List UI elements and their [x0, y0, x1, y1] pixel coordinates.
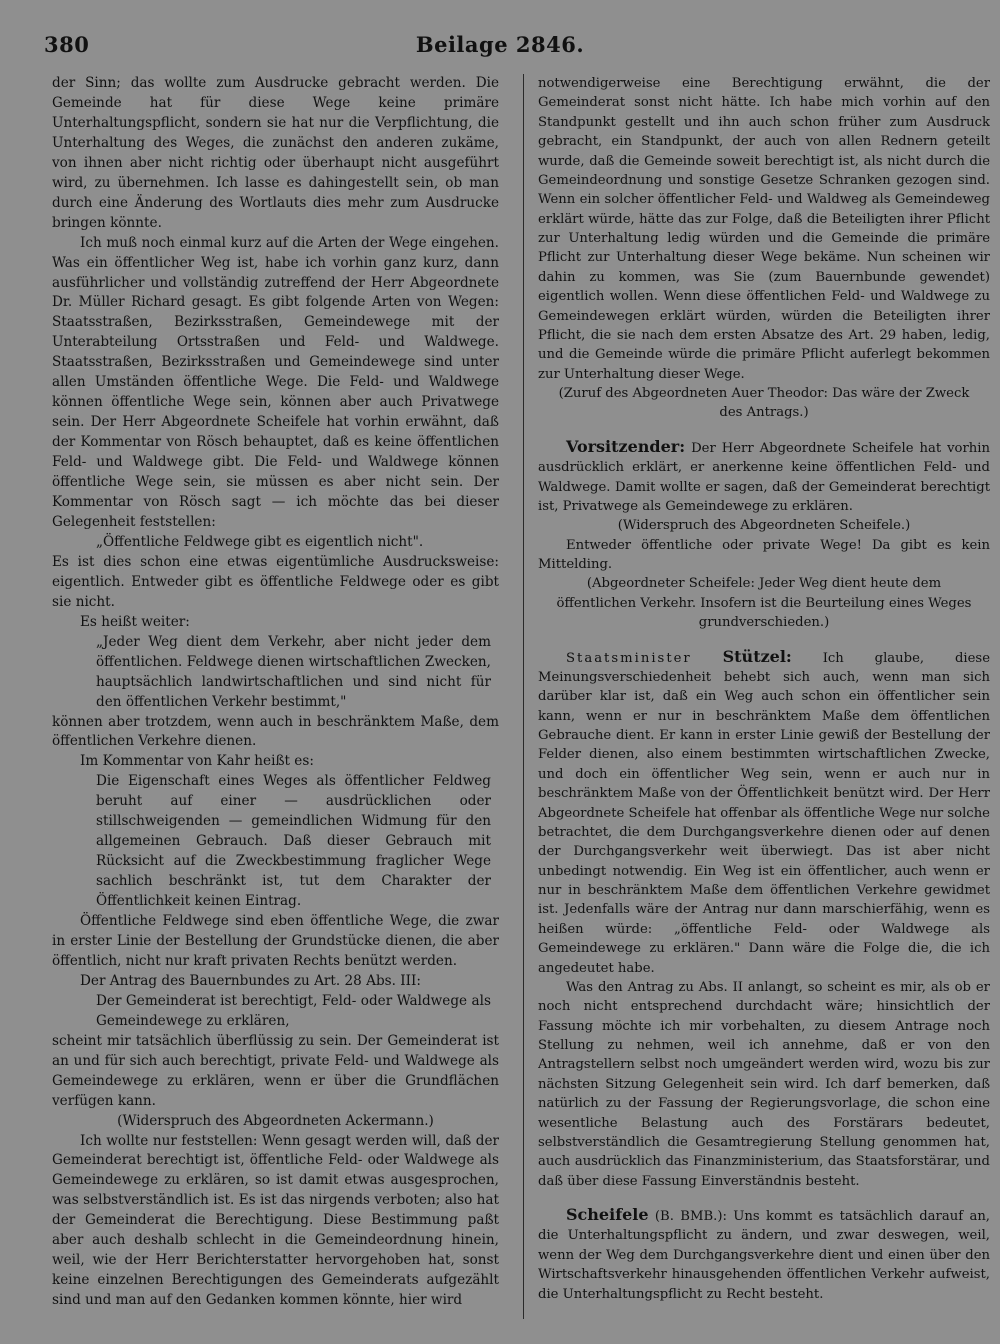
- speech-chair: [538, 437, 990, 517]
- speech-minister: [538, 647, 990, 978]
- paragraph: der Sinn; das wollte zum Ausdrucke gebracht werden. Die Gemeinde hat für diese Wege keine primäre Unterhaltungspflicht, sondern sie hat nur die Verpflichtung, die Unterhaltung des Weges, die zunächst den anderen zukäme, von ihnen aber nicht richtig oder überhaupt nicht ausgeführt wird, zu übernehmen. Ich lasse es dahingestellt sein, ob man durch eine Änderung des Wortlauts dies mehr zum Ausdrucke bringen könnte.: [52, 75, 499, 231]
- paragraph: Der Antrag des Bauernbundes zu Art. 28 Abs. III:: [80, 972, 421, 989]
- speaker-name: Stützel:: [722, 646, 792, 666]
- speaker-name: Scheifele: [566, 1205, 649, 1224]
- right-column: [538, 74, 990, 1332]
- interjection: (Widerspruch des Abgeordneten Ackermann.): [117, 1112, 434, 1129]
- speaker-role: Staatsminister: [566, 650, 692, 666]
- quotation: Der Gemeinderat ist berechtigt, Feld- oder Waldwege als Gemeindewege zu erklären,: [96, 992, 491, 1029]
- interjection: (Widerspruch des Abgeordneten Scheifele.): [617, 518, 911, 534]
- paragraph: Öffentliche Feldwege sind eben öffentliche Wege, die zwar in erster Linie der Bestellung der Grundstücke dienen, die aber öffentlich, nicht nur kraft privaten Rechts benützt werden.: [52, 913, 499, 969]
- paragraph: Was den Antrag zu Abs. II anlangt, so scheint es mir, als ob er noch nicht entsprechend durchdacht wäre; hinsichtlich der Fassung möchte ich mir vorbehalten, zu diesem Antrage noch Stellung zu nehmen, weil ich annehme, daß er von den Antragstellern selbst noch umgeändert werden wird, wozu bis zur nächsten Sitzung Gelegenheit sein wird. Ich darf bemerken, daß natürlich zu der Fassung der Regierungsvorlage, die schon eine wesentliche Belastung auch des Forstärars bedeutet, selbstverständlich die Gesamtregierung Stellung genommen hat, auch ausdrücklich das Finanzministerium, das Staatsforstärar, und daß über diese Fassung Einverständnis besteht.: [538, 979, 990, 1189]
- paragraph: Es heißt weiter:: [80, 613, 190, 630]
- paragraph: können aber trotzdem, wenn auch in beschränktem Maße, dem öffentlichen Verkehre dienen.: [52, 713, 499, 750]
- paragraph: Entweder öffentliche oder private Wege! Da gibt es kein Mittelding.: [538, 537, 990, 572]
- interjection: (Abgeordneter Scheifele: Jeder Weg dient heute dem öffentlichen Verkehr. Insofern ist die Beurteilung eines Weges grundverschieden.): [556, 576, 972, 631]
- paragraph: Ich muß noch einmal kurz auf die Arten der Wege eingehen. Was ein öffentlicher Weg ist, habe ich vorhin ganz kurz, dann ausführlicher und vollständig zutreffend der Herr Abgeordnete Dr. Müller Richard gesagt. Es gibt folgende Arten von Wegen: Staatsstraßen, Bezirksstraßen, Gemeindewege mit der Unterabteilung Ortsstraßen und Feld- und Waldwege. Staatsstraßen, Bezirksstraßen und Gemeindewege sind unter allen Umständen öffentliche Wege. Die Feld- und Waldwege können öffentliche Wege sein, können aber auch Privatwege sein. Der Herr Abgeordnete Scheifele hat vorhin erwähnt, daß der Kommentar von Rösch behauptet, daß es keine öffentlichen Feld- und Waldwege gibt. Die Feld- und Waldwege können öffentliche Wege sein, sie müssen es aber nicht sein. Der Kommentar von Rösch sagt — ich möchte das bei dieser Gelegenheit feststellen:: [52, 234, 499, 530]
- speech-text: Ich glaube, diese Meinungsverschiedenheit behebt sich auch, wenn man sich darüber klar ist, daß ein Weg auch schon ein öffentlicher sein kann, wenn er nur in beschränktem Maße dem öffentlichen Gebrauche dient. Er kann in erster Linie gewiß der Bestellung der Felder dienen, also einem bestimmten wirtschaftlichen Zwecke, und doch ein öffentlicher Weg sein, wenn er auch nur in beschränktem Maße von der Öffentlichkeit benützt wird. Der Herr Abgeordnete Scheifele hat offenbar als öffentliche Wege nur solche betrachtet, die dem Durchgangsverkehre dienen oder auf denen der Durchgangsverkehr weit überwiegt. Das ist aber nicht unbedingt notwendig. Ein Weg ist ein öffentlicher, auch wenn er nur in beschränktem Maße dem öffentlichen Verkehre gewidmet ist. Jedenfalls wäre der Antrag nur dann marschierfähig, wenn es heißen würde: „öffentliche Feld- oder Waldwege als Gemeindewege zu erklären." Dann wäre die Folge die, die ich angedeutet habe.: [538, 650, 990, 976]
- quotation: „Öffentliche Feldwege gibt es eigentlich nicht".: [96, 533, 424, 550]
- speech-text: Der Herr Abgeordnete Scheifele hat vorhin ausdrücklich erklärt, er anerkenne keine öffentlichen Feld- und Waldwege. Damit wollte er sagen, daß der Gemeinderat berechtigt ist, Privatwege als Gemeindewege zu erklären.: [538, 440, 990, 514]
- speech-text: (B. BMB.): Uns kommt es tatsächlich darauf an, die Unterhaltungspflicht zu ändern, und zwar deswegen, weil, wenn der Weg dem Durchgangsverkehre dient und einen über den Wirtschaftsverkehr hinausgehenden öffentlichen Verkehr aufweist, die Unterhaltungspflicht zu Recht besteht.: [538, 1209, 990, 1302]
- quotation: „Jeder Weg dient dem Verkehr, aber nicht jeder dem öffentlichen. Feldwege dienen wirtschaftlichen Zwecken, hauptsächlich landwirtschaftlichen und sind nicht für den öffentlichen Verkehr bestimmt,": [96, 633, 491, 710]
- paragraph: Im Kommentar von Kahr heißt es:: [80, 753, 314, 770]
- paragraph: Es ist dies schon eine etwas eigentümliche Ausdrucksweise: eigentlich. Entweder gibt es öffentliche Feldwege oder es gibt sie nicht.: [52, 553, 499, 610]
- left-column: [52, 74, 499, 1332]
- speaker-name: Vorsitzender:: [566, 436, 686, 456]
- paragraph: scheint mir tatsächlich überflüssig zu sein. Der Gemeinderat ist an und für sich auch berechtigt, private Feld- und Waldwege als Gemeindewege zu erklären, wenn er über die Grundflächen verfügen kann.: [52, 1032, 499, 1109]
- paragraph: Ich wollte nur feststellen: Wenn gesagt werden will, daß der Gemeinderat berechtigt ist, öffentliche Feld- oder Waldwege als Gemeindewege zu erklären, so ist damit etwas ausgesprochen, was selbstverständlich ist. Es ist das nirgends verboten; also hat der Gemeinderat die Berechtigung. Diese Bestimmung paßt aber auch deshalb schlecht in die Gemeindeordnung hinein, weil, wie der Herr Berichterstatter hervorgehoben hat, sonst keine einzelnen Berechtigungen des Gemeinderats aufgezählt sind und man auf den Gedanken kommen könnte, hier wird: [52, 1132, 499, 1309]
- running-title: Beilage 2846.: [415, 32, 585, 57]
- interjection: (Zuruf des Abgeordneten Auer Theodor: Das wäre der Zweck des Antrags.): [558, 386, 970, 421]
- page-number: 380: [44, 32, 90, 57]
- paragraph: notwendigerweise eine Berechtigung erwähnt, die der Gemeinderat sonst nicht hätte. Ich habe mich vorhin auf den Standpunkt gestellt und ihn auch schon früher zum Ausdruck gebracht, ein Standpunkt, der auch von allen Rednern geteilt wurde, daß die Gemeinde soweit berechtigt ist, als nicht durch die Gemeindeordnung und sonstige Gesetze Schranken gezogen sind. Wenn ein solcher öffentlicher Feld- und Waldweg als Gemeindeweg erklärt würde, hätte das zur Folge, daß die Beteiligten ihrer Pflicht zur Unterhaltung ledig würden und die Gemeinde die primäre Pflicht zur Unterhaltung dieser Wege bekäme. Nun scheinen wir dahin zu kommen, was Sie (zum Bauernbunde gewendet) eigentlich wollen. Wenn diese öffentlichen Feld- und Waldwege zu Gemeindewegen erklärt würden, würden die Beteiligten ihrer Pflicht, die sie nach dem ersten Absatze des Art. 29 haben, ledig, und die Gemeinde würde die primäre Pflicht auferlegt bekommen zur Unterhaltung dieser Wege.: [538, 76, 990, 382]
- column-divider: [523, 74, 524, 1319]
- quotation: Die Eigenschaft eines Weges als öffentlicher Feldweg beruht auf einer — ausdrücklichen oder stillschweigenden — gemeindlichen Widmung für den allgemeinen Gebrauch. Daß dieser Gebrauch mit Rücksicht auf die Zweckbestimmung fraglicher Wege sachlich beschränkt ist, tut dem Charakter der Öffentlichkeit keinen Eintrag.: [96, 773, 491, 910]
- speech-scheifele: [538, 1205, 990, 1304]
